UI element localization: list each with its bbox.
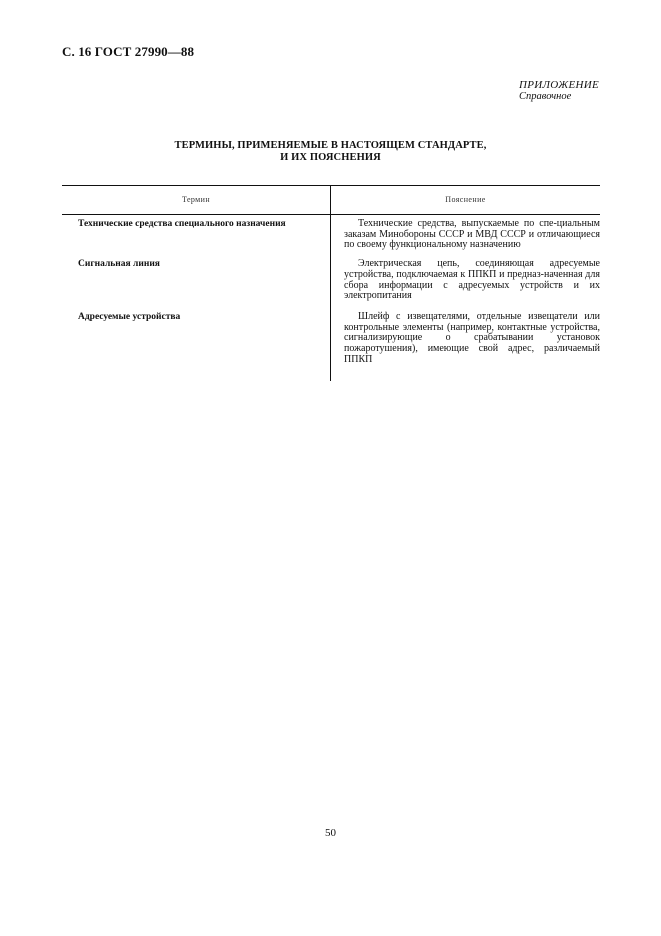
terms-table — [62, 185, 600, 365]
term-cell: Технические средства специального назначения — [78, 219, 286, 229]
explanation-cell: Технические средства, выпускаемые по спе-циальным заказам Минобороны СССР и МВД СССР и отличающиеся по своему функциональному назначению — [344, 218, 600, 251]
term-cell: Адресуемые устройства — [78, 311, 181, 322]
document-title-line2: И ИХ ПОЯСНЕНИЯ — [280, 151, 381, 163]
table-header — [62, 185, 600, 215]
page-number: 50 — [325, 827, 336, 839]
table-row — [62, 215, 600, 251]
document-title — [62, 140, 599, 163]
document-title-line1: ТЕРМИНЫ, ПРИМЕНЯЕМЫЕ В НАСТОЯЩЕМ СТАНДАРТЕ, — [174, 140, 487, 151]
explanation-cell: Шлейф с извещателями, отдельные извещатели или контрольные элементы (например, контактные устройства, сигнализирующие о срабатывании установок пожаротушения), имеющие свой адрес, различаемый ППКП — [344, 310, 600, 365]
column-header-explanation: Пояснение — [445, 195, 486, 204]
appendix-subtitle: Справочное — [519, 91, 572, 102]
column-header-term: Термин — [181, 195, 211, 204]
table-row — [62, 251, 600, 302]
page-header: С. 16 ГОСТ 27990—88 — [62, 44, 195, 59]
appendix-label — [519, 79, 599, 103]
term-cell: Сигнальная линия — [78, 259, 160, 270]
table-row — [62, 302, 600, 366]
explanation-cell: Электрическая цепь, соединяющая адресуемые устройства, подключаемая к ППКП и предназ-наченная для сбора информации с адресуемых устройств и их электропитания — [344, 258, 600, 302]
appendix-title: ПРИЛОЖЕНИЕ — [519, 79, 599, 91]
table-body — [62, 215, 600, 365]
